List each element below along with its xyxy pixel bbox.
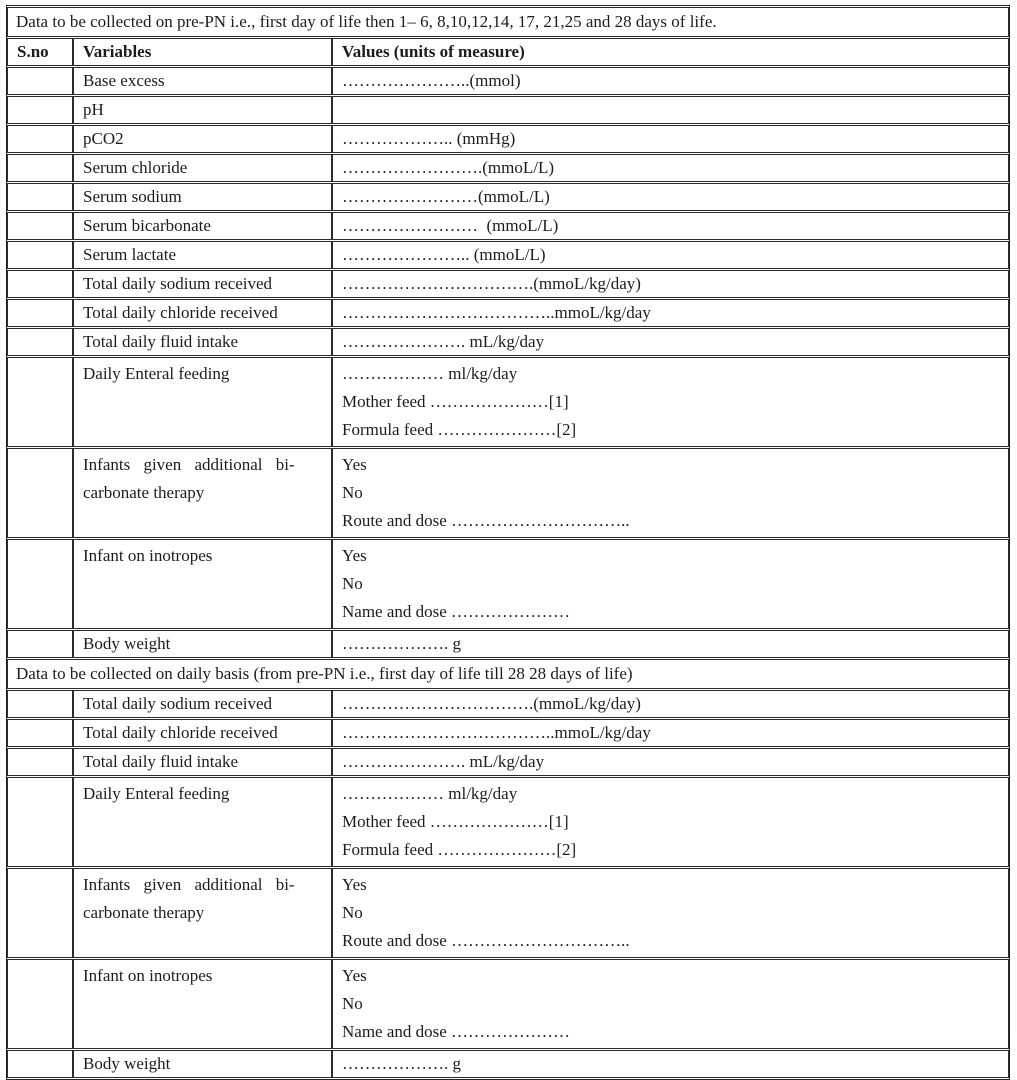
sno-cell <box>7 719 73 747</box>
variable-cell: pCO2 <box>73 125 332 153</box>
sno-cell <box>7 959 73 1049</box>
row-body-weight-daily <box>7 1050 1009 1078</box>
sno-cell <box>7 67 73 95</box>
sno-cell <box>7 96 73 124</box>
variable-cell: Total daily chloride received <box>73 719 332 747</box>
sno-cell <box>7 125 73 153</box>
value-line: Formula feed …………………[2] <box>342 840 577 859</box>
sno-cell <box>7 539 73 629</box>
variable-label: carbonate therapy <box>83 483 205 502</box>
value-line: Name and dose ………………… <box>342 1022 571 1041</box>
sno-cell <box>7 690 73 718</box>
variable-cell <box>73 868 332 958</box>
value-cell: ………………………………..mmoL/kg/day <box>332 719 1009 747</box>
variable-cell <box>73 357 332 447</box>
variable-cell: Total daily chloride received <box>73 299 332 327</box>
sno-cell <box>7 630 73 658</box>
variable-label: Daily Enteral feeding <box>83 364 230 383</box>
value-cell: …………………………….(mmoL/kg/day) <box>332 270 1009 298</box>
variable-cell: Total daily fluid intake <box>73 748 332 776</box>
row-enteral-feeding <box>7 357 1009 447</box>
row-fluid-intake <box>7 328 1009 356</box>
row-enteral-feeding-daily <box>7 777 1009 867</box>
variable-cell: Total daily sodium received <box>73 690 332 718</box>
value-line: ……………… ml/kg/day <box>342 784 518 803</box>
value-line: Route and dose ………………………….. <box>342 511 630 530</box>
row-serum-chloride <box>7 154 1009 182</box>
value-cell <box>332 539 1009 629</box>
value-line: Yes <box>342 875 367 894</box>
row-serum-lactate <box>7 241 1009 269</box>
row-fluid-intake-daily <box>7 748 1009 776</box>
row-chloride-received <box>7 299 1009 327</box>
variable-label: Infant on inotropes <box>83 546 213 565</box>
variable-cell: Body weight <box>73 630 332 658</box>
value-line: ……………… ml/kg/day <box>342 364 518 383</box>
col-header-variables: Variables <box>73 38 332 66</box>
value-cell: ………………. g <box>332 630 1009 658</box>
value-cell: ………………. g <box>332 1050 1009 1078</box>
sno-cell <box>7 183 73 211</box>
value-cell: …………………….(mmoL/L) <box>332 154 1009 182</box>
sno-cell <box>7 270 73 298</box>
variable-label: Infants given additional bi- <box>83 455 295 474</box>
value-line: Route and dose ………………………….. <box>342 931 630 950</box>
value-cell: ……………….. (mmHg) <box>332 125 1009 153</box>
row-serum-bicarbonate <box>7 212 1009 240</box>
variable-cell: Body weight <box>73 1050 332 1078</box>
variable-cell: Serum sodium <box>73 183 332 211</box>
value-cell <box>332 96 1009 124</box>
variable-cell <box>73 448 332 538</box>
row-body-weight <box>7 630 1009 658</box>
variable-cell: Serum chloride <box>73 154 332 182</box>
value-line: Yes <box>342 546 367 565</box>
sno-cell <box>7 748 73 776</box>
variable-cell: pH <box>73 96 332 124</box>
variable-label: Infant on inotropes <box>83 966 213 985</box>
value-cell: ……………………(mmoL/L) <box>332 183 1009 211</box>
value-line: No <box>342 574 363 593</box>
value-line: No <box>342 483 363 502</box>
row-sodium-received <box>7 270 1009 298</box>
value-cell <box>332 777 1009 867</box>
variable-cell <box>73 539 332 629</box>
value-cell: ………………….. (mmoL/L) <box>332 241 1009 269</box>
row-ph <box>7 96 1009 124</box>
value-line: Formula feed …………………[2] <box>342 420 577 439</box>
section2-title-row <box>7 659 1009 689</box>
sno-cell <box>7 328 73 356</box>
row-sodium-received-daily <box>7 690 1009 718</box>
row-serum-sodium <box>7 183 1009 211</box>
variable-label: carbonate therapy <box>83 903 205 922</box>
sno-cell <box>7 212 73 240</box>
value-line: No <box>342 903 363 922</box>
value-line: Yes <box>342 966 367 985</box>
value-cell <box>332 448 1009 538</box>
variable-cell: Total daily sodium received <box>73 270 332 298</box>
sno-cell <box>7 448 73 538</box>
value-cell <box>332 868 1009 958</box>
variable-cell: Serum bicarbonate <box>73 212 332 240</box>
value-cell: …………………..(mmol) <box>332 67 1009 95</box>
sno-cell <box>7 154 73 182</box>
row-base-excess <box>7 67 1009 95</box>
section1-title-row <box>7 7 1009 37</box>
value-cell <box>332 357 1009 447</box>
value-cell: …………………. mL/kg/day <box>332 748 1009 776</box>
row-chloride-received-daily <box>7 719 1009 747</box>
variable-cell: Total daily fluid intake <box>73 328 332 356</box>
row-bicarbonate-therapy <box>7 448 1009 538</box>
value-cell: …………………… (mmoL/L) <box>332 212 1009 240</box>
value-line: Yes <box>342 455 367 474</box>
section2-title: Data to be collected on daily basis (from pre-PN i.e., first day of life till 28 28 days of life) <box>7 659 1009 689</box>
col-header-sno: S.no <box>7 38 73 66</box>
section1-title: Data to be collected on pre-PN i.e., first day of life then 1– 6, 8,10,12,14, 17, 21,25 and 28 days of life. <box>7 7 1009 37</box>
sno-cell <box>7 299 73 327</box>
value-cell: ………………………………..mmoL/kg/day <box>332 299 1009 327</box>
data-collection-table <box>6 5 1010 1080</box>
col-header-values: Values (units of measure) <box>332 38 1009 66</box>
variable-label: Infants given additional bi- <box>83 875 295 894</box>
variable-cell: Serum lactate <box>73 241 332 269</box>
value-cell: …………………. mL/kg/day <box>332 328 1009 356</box>
value-cell <box>332 959 1009 1049</box>
variable-cell <box>73 777 332 867</box>
value-line: No <box>342 994 363 1013</box>
value-line: Mother feed …………………[1] <box>342 392 569 411</box>
row-inotropes-daily <box>7 959 1009 1049</box>
sno-cell <box>7 241 73 269</box>
variable-cell: Base excess <box>73 67 332 95</box>
variable-cell <box>73 959 332 1049</box>
value-line: Name and dose ………………… <box>342 602 571 621</box>
variable-label: Daily Enteral feeding <box>83 784 230 803</box>
sno-cell <box>7 777 73 867</box>
row-pco2 <box>7 125 1009 153</box>
value-cell: …………………………….(mmoL/kg/day) <box>332 690 1009 718</box>
column-header-row <box>7 38 1009 66</box>
sno-cell <box>7 1050 73 1078</box>
sno-cell <box>7 868 73 958</box>
value-line: Mother feed …………………[1] <box>342 812 569 831</box>
row-bicarbonate-therapy-daily <box>7 868 1009 958</box>
row-inotropes <box>7 539 1009 629</box>
sno-cell <box>7 357 73 447</box>
